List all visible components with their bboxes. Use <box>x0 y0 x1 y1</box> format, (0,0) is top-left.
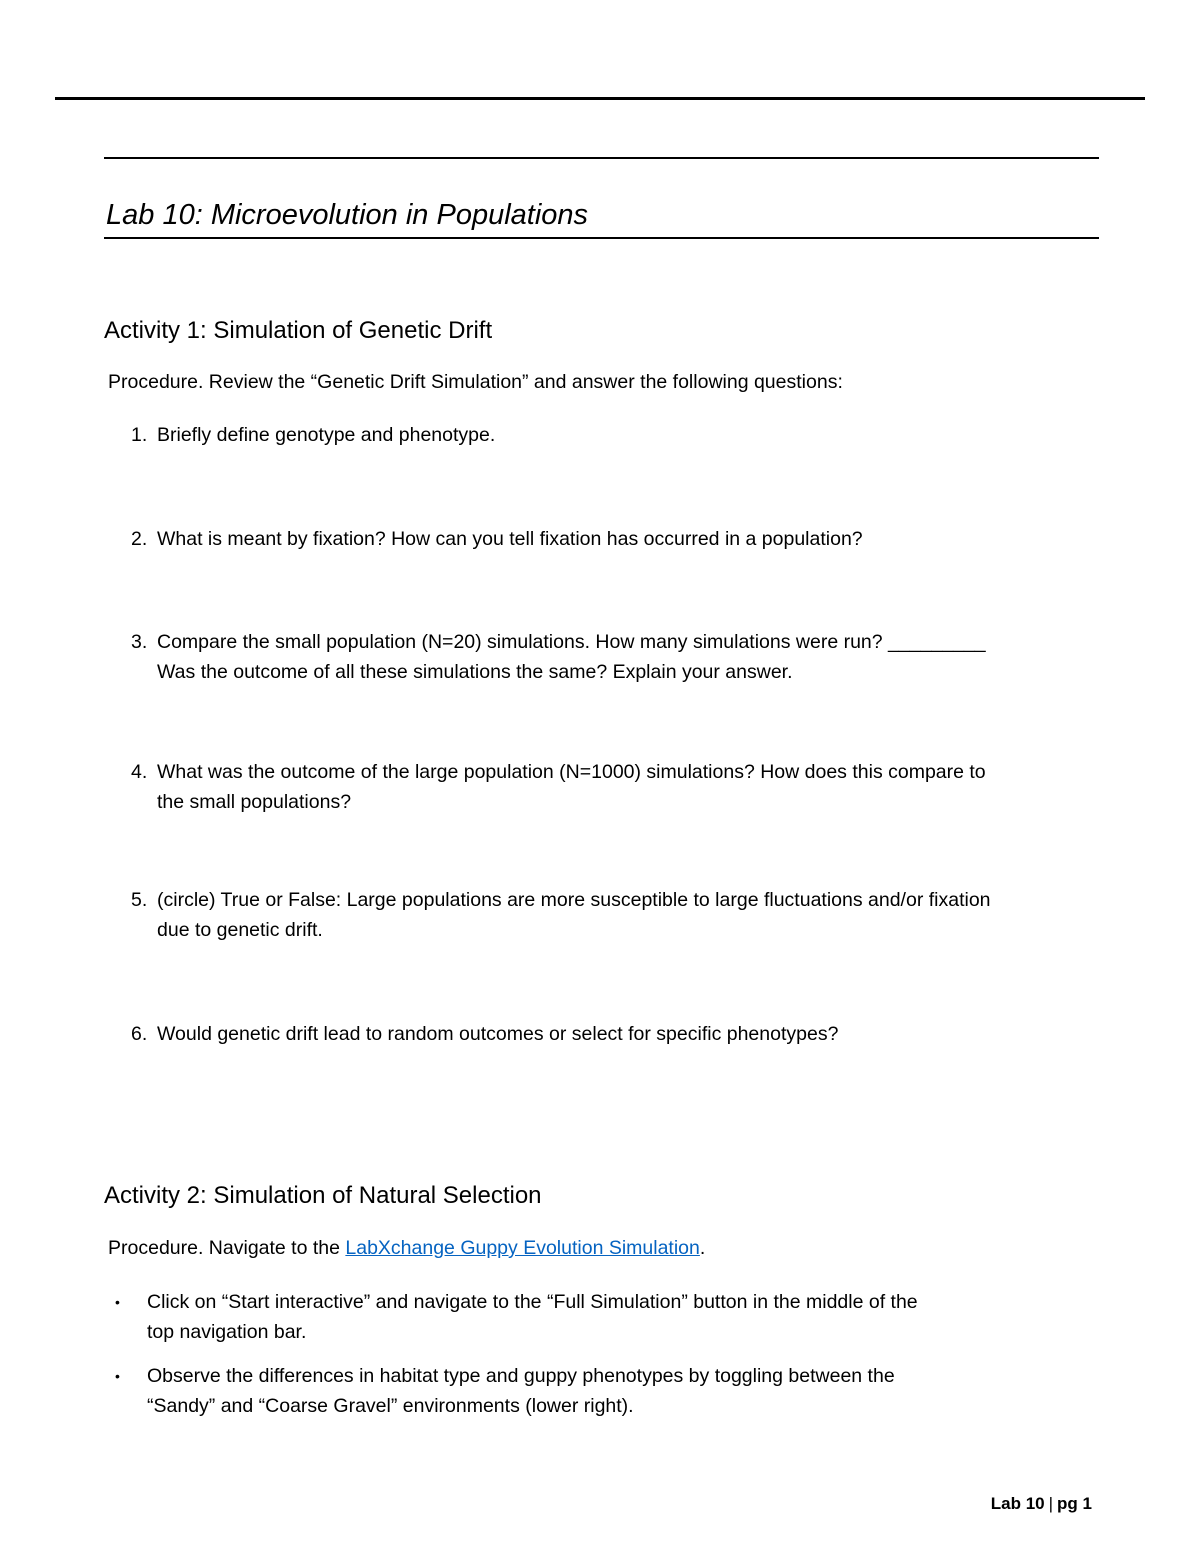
guppy-simulation-link[interactable]: LabXchange Guppy Evolution Simulation <box>345 1237 700 1259</box>
bullet-line: Click on “Start interactive” and navigate to the “Full Simulation” button in the middle of the <box>147 1291 918 1313</box>
question-text: What is meant by fixation? How can you tell fixation has occurred in a population? <box>157 528 863 550</box>
question-5 <box>131 885 991 945</box>
question-text: What was the outcome of the large population (N=1000) simulations? How does this compare to <box>157 761 986 783</box>
bullet-icon: • <box>115 1368 120 1384</box>
bullet-line: Observe the differences in habitat type and guppy phenotypes by toggling between the <box>147 1365 895 1387</box>
bullet-text <box>147 1287 918 1347</box>
question-text-continued: due to genetic drift. <box>157 919 323 941</box>
header-rule <box>55 97 1145 100</box>
question-number: 5. <box>131 889 148 911</box>
question-text: Would genetic drift lead to random outcomes or select for specific phenotypes? <box>157 1023 839 1045</box>
bullet-item-2 <box>115 1361 895 1421</box>
procedure-suffix: . <box>699 1237 706 1259</box>
footer-separator: | <box>1048 1494 1054 1513</box>
question-text: Compare the small population (N=20) simulations. How many simulations were run? _________ <box>157 631 986 653</box>
footer-lab: Lab 10 <box>990 1494 1045 1513</box>
question-4 <box>131 757 986 817</box>
bullet-line: “Sandy” and “Coarse Gravel” environments (lower right). <box>147 1395 634 1417</box>
question-number: 2. <box>131 528 148 550</box>
question-number: 4. <box>131 761 148 783</box>
question-number: 1. <box>131 424 148 446</box>
question-number: 3. <box>131 631 148 653</box>
bullet-line: top navigation bar. <box>147 1321 307 1343</box>
question-text: Briefly define genotype and phenotype. <box>157 424 496 446</box>
question-number: 6. <box>131 1023 148 1045</box>
question-1 <box>131 420 495 450</box>
bullet-icon: • <box>115 1294 120 1310</box>
page-title: Lab 10: Microevolution in Populations <box>106 199 589 231</box>
bullet-text <box>147 1361 895 1421</box>
title-rule-top <box>104 157 1099 159</box>
question-3 <box>131 627 986 687</box>
activity2-procedure <box>108 1233 705 1263</box>
page-footer <box>991 1491 1092 1517</box>
question-2 <box>131 524 863 554</box>
question-text-continued: the small populations? <box>157 791 352 813</box>
activity1-heading: Activity 1: Simulation of Genetic Drift <box>104 317 493 344</box>
footer-page-number: pg 1 <box>1057 1494 1092 1513</box>
question-text: (circle) True or False: Large populations are more susceptible to large fluctuations and/or fixation <box>157 889 991 911</box>
question-text-continued: Was the outcome of all these simulations the same? Explain your answer. <box>157 661 793 683</box>
activity2-heading: Activity 2: Simulation of Natural Selection <box>104 1182 542 1209</box>
activity1-procedure: Procedure. Review the “Genetic Drift Simulation” and answer the following questions: <box>108 371 843 393</box>
title-rule-bottom <box>104 237 1099 239</box>
question-6 <box>131 1019 838 1049</box>
bullet-item-1 <box>115 1287 918 1347</box>
procedure-prefix: Procedure. Navigate to the <box>108 1237 346 1259</box>
